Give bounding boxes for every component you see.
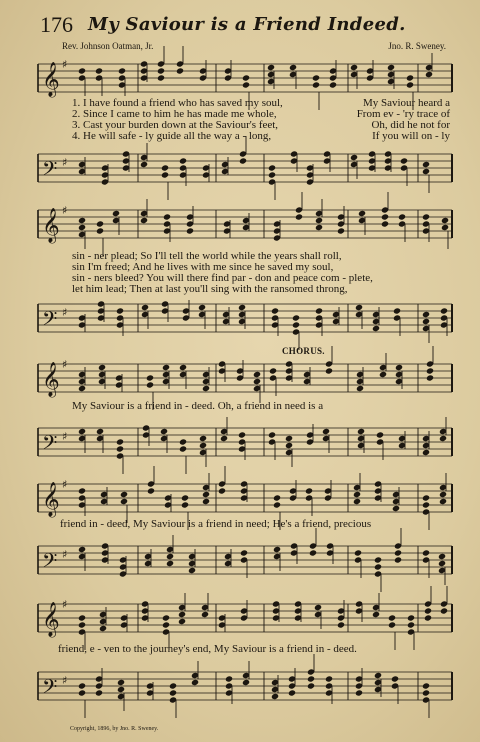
staff-treble: [38, 204, 454, 244]
note-head: [202, 491, 210, 498]
note-head: [355, 304, 363, 311]
note-head: [422, 213, 430, 220]
hymn-title: My Saviour is a Friend Indeed.: [88, 14, 406, 35]
note-head: [392, 505, 400, 512]
note-head: [353, 491, 361, 498]
note-head: [162, 614, 170, 621]
note-head: [253, 378, 261, 385]
note-head: [422, 549, 430, 556]
note-head: [337, 621, 345, 628]
note-head: [166, 560, 174, 567]
note-head: [116, 445, 124, 452]
staff-bass: [38, 148, 454, 188]
chorus-label: CHORUS.: [282, 346, 325, 356]
note-head: [422, 311, 430, 318]
note-head: [78, 546, 86, 553]
treble-clef-icon: 𝄞: [42, 602, 60, 637]
key-signature-sharp: ♯: [62, 598, 68, 611]
key-signature-sharp: ♯: [62, 548, 68, 561]
verse-line: 2. Since I came to him he has made me whole,: [72, 108, 277, 120]
note-head: [191, 679, 199, 686]
note-head: [422, 682, 430, 689]
note-head: [268, 164, 276, 171]
note-head: [98, 364, 106, 371]
lyricist-credit: Rev. Johnson Oatman, Jr.: [62, 41, 154, 51]
staff-lines: [38, 422, 454, 462]
note-head: [161, 164, 169, 171]
note-head: [374, 563, 382, 570]
key-signature-sharp: ♯: [62, 156, 68, 169]
note-head: [441, 224, 449, 231]
hymn-header: [40, 12, 460, 38]
chorus-line: friend, e - ven to the journey's end, My Saviour is a friend in - deed.: [58, 643, 357, 655]
verse-line-end: Oh, did he not for: [371, 119, 450, 131]
note-head: [398, 213, 406, 220]
note-head: [112, 210, 120, 217]
note-head: [163, 213, 171, 220]
note-head: [176, 67, 184, 74]
treble-clef-icon: 𝄞: [42, 62, 60, 97]
note-head: [157, 74, 165, 81]
bass-clef-icon: 𝄢: [42, 431, 58, 459]
note-head: [322, 428, 330, 435]
note-head: [179, 438, 187, 445]
note-head: [312, 81, 320, 88]
note-head: [238, 431, 246, 438]
note-head: [268, 171, 276, 178]
verse-line: 1. I have found a friend who has saved my soul,: [72, 97, 283, 109]
note-head: [78, 385, 86, 392]
note-head: [96, 220, 104, 227]
note-head: [218, 487, 226, 494]
note-head: [269, 367, 277, 374]
key-signature-sharp: ♯: [62, 306, 68, 319]
note-head: [374, 556, 382, 563]
note-head: [315, 217, 323, 224]
note-head: [438, 560, 446, 567]
note-head: [117, 686, 125, 693]
note-head: [166, 553, 174, 560]
note-head: [169, 689, 177, 696]
key-signature-sharp: ♯: [62, 204, 68, 217]
note-head: [273, 546, 281, 553]
note-head: [357, 428, 365, 435]
note-head: [198, 304, 206, 311]
verse-line: sin - ner plead; So I'll tell the world while the years shall roll,: [72, 250, 342, 262]
chorus-line: friend in - deed, My Saviour is a friend in need; He's a friend, precious: [60, 518, 372, 530]
note-head: [388, 614, 396, 621]
verse-line-end: If you will on - ly: [372, 130, 450, 142]
note-head: [292, 314, 300, 321]
staff-lines: [38, 298, 454, 338]
note-head: [422, 494, 430, 501]
note-head: [295, 213, 303, 220]
note-head: [391, 675, 399, 682]
note-head: [96, 227, 104, 234]
note-head: [78, 689, 86, 696]
note-head: [379, 371, 387, 378]
note-head: [201, 611, 209, 618]
note-head: [285, 435, 293, 442]
note-head: [78, 224, 86, 231]
note-head: [116, 438, 124, 445]
note-head: [424, 614, 432, 621]
note-head: [394, 556, 402, 563]
note-head: [162, 364, 170, 371]
treble-clef-icon: 𝄞: [42, 362, 60, 397]
note-head: [354, 549, 362, 556]
bass-clef-icon: 𝄢: [42, 675, 58, 703]
note-head: [388, 621, 396, 628]
note-head: [426, 374, 434, 381]
note-head: [329, 81, 337, 88]
note-head: [422, 501, 430, 508]
note-head: [372, 611, 380, 618]
note-head: [253, 371, 261, 378]
note-head: [118, 67, 126, 74]
note-head: [315, 307, 323, 314]
staff-lines: [38, 478, 454, 518]
hymn-number: 176: [40, 12, 73, 37]
note-head: [146, 374, 154, 381]
note-head: [140, 217, 148, 224]
note-head: [78, 428, 86, 435]
note-head: [307, 675, 315, 682]
bass-clef-icon: 𝄢: [42, 307, 58, 335]
note-head: [441, 217, 449, 224]
note-head: [99, 625, 107, 632]
note-head: [199, 435, 207, 442]
note-head: [157, 67, 165, 74]
staff-lines: [38, 666, 454, 706]
note-head: [78, 682, 86, 689]
verse-line: 3. Cast your burden down at the Saviour's feet,: [72, 119, 279, 131]
note-head: [95, 67, 103, 74]
note-head: [240, 549, 248, 556]
note-head: [376, 431, 384, 438]
note-head: [161, 171, 169, 178]
key-signature-sharp: ♯: [62, 358, 68, 371]
note-head: [78, 621, 86, 628]
note-head: [188, 567, 196, 574]
note-head: [242, 679, 250, 686]
note-head: [325, 675, 333, 682]
note-head: [199, 442, 207, 449]
staff-bass: [38, 540, 454, 580]
note-head: [273, 494, 281, 501]
note-head: [160, 428, 168, 435]
staff-lines: [38, 148, 454, 188]
staff-bass: [38, 298, 454, 338]
note-head: [120, 498, 128, 505]
note-head: [186, 227, 194, 234]
note-head: [358, 210, 366, 217]
note-head: [422, 449, 430, 456]
note-head: [439, 498, 447, 505]
note-head: [120, 491, 128, 498]
note-head: [438, 553, 446, 560]
note-head: [178, 611, 186, 618]
note-head: [312, 74, 320, 81]
note-head: [426, 367, 434, 374]
note-head: [238, 304, 246, 311]
note-head: [271, 693, 279, 700]
note-head: [202, 385, 210, 392]
staff-treble: [38, 598, 454, 638]
note-head: [78, 487, 86, 494]
verse-line: let him lead; Then at last you'll sing with the ransomed throng,: [72, 283, 348, 295]
note-head: [289, 64, 297, 71]
staff-treble: [38, 358, 454, 398]
note-head: [116, 307, 124, 314]
note-head: [406, 74, 414, 81]
note-head: [271, 307, 279, 314]
credits-line: [62, 41, 446, 53]
note-head: [242, 81, 250, 88]
note-head: [117, 679, 125, 686]
note-head: [393, 307, 401, 314]
note-head: [381, 220, 389, 227]
note-head: [422, 168, 430, 175]
note-head: [395, 364, 403, 371]
treble-clef-icon: 𝄞: [42, 208, 60, 243]
staff-lines: [38, 540, 454, 580]
note-head: [78, 614, 86, 621]
note-head: [178, 618, 186, 625]
staff-lines: [38, 598, 454, 638]
note-head: [439, 435, 447, 442]
note-head: [422, 689, 430, 696]
staff-bass: [38, 422, 454, 462]
chorus-line: My Saviour is a friend in - deed. Oh, a friend in need is a: [72, 400, 324, 412]
note-head: [309, 549, 317, 556]
note-head: [147, 487, 155, 494]
note-head: [387, 64, 395, 71]
note-head: [353, 498, 361, 505]
verse-line: 4. He will safe - ly guide all the way a - long,: [72, 130, 272, 142]
note-head: [400, 157, 408, 164]
note-head: [440, 607, 448, 614]
note-head: [162, 621, 170, 628]
note-head: [146, 381, 154, 388]
copyright-notice: Copyright, 1896, by Jno. R. Sweney.: [70, 726, 159, 732]
note-head: [288, 689, 296, 696]
note-head: [239, 157, 247, 164]
note-head: [179, 445, 187, 452]
note-head: [179, 157, 187, 164]
note-head: [406, 81, 414, 88]
treble-clef-icon: 𝄞: [42, 482, 60, 517]
verse-line-end: From ev - 'ry trace of: [356, 108, 450, 120]
bass-clef-icon: 𝄢: [42, 549, 58, 577]
note-head: [374, 672, 382, 679]
key-signature-sharp: ♯: [62, 430, 68, 443]
note-head: [394, 549, 402, 556]
note-head: [337, 227, 345, 234]
note-head: [439, 491, 447, 498]
note-head: [292, 321, 300, 328]
note-head: [202, 498, 210, 505]
staff-lines: [38, 204, 454, 244]
staff-treble: [38, 58, 454, 98]
note-head: [422, 161, 430, 168]
note-head: [355, 689, 363, 696]
note-head: [78, 67, 86, 74]
verse-line: sin I'm freed; And he lives with me since he saved my soul,: [72, 261, 334, 273]
staff-lines: [38, 358, 454, 398]
note-head: [95, 689, 103, 696]
note-head: [169, 682, 177, 689]
note-head: [425, 71, 433, 78]
note-head: [315, 224, 323, 231]
note-head: [225, 675, 233, 682]
verse-line: sin - ners bleed? You will there find par - don and peace com - plete,: [72, 272, 373, 284]
note-head: [325, 367, 333, 374]
bass-clef-icon: 𝄢: [42, 157, 58, 185]
note-head: [305, 487, 313, 494]
staff-lines: [38, 58, 454, 98]
note-head: [424, 607, 432, 614]
verse-line-end: My Saviour heard a: [362, 97, 450, 109]
note-head: [242, 74, 250, 81]
note-head: [181, 501, 189, 508]
note-head: [407, 621, 415, 628]
note-head: [350, 154, 358, 161]
key-signature-sharp: ♯: [62, 58, 68, 71]
note-head: [273, 501, 281, 508]
note-head: [356, 385, 364, 392]
note-head: [422, 318, 430, 325]
composer-credit: Jno. R. Sweney.: [388, 41, 446, 51]
note-head: [179, 364, 187, 371]
note-head: [78, 217, 86, 224]
note-head: [267, 64, 275, 71]
note-head: [268, 431, 276, 438]
staff-bass: [38, 666, 454, 706]
note-head: [407, 614, 415, 621]
note-head: [381, 213, 389, 220]
note-head: [307, 682, 315, 689]
note-head: [140, 161, 148, 168]
note-head: [141, 304, 149, 311]
note-head: [220, 435, 228, 442]
note-head: [314, 604, 322, 611]
staff-treble: [38, 478, 454, 518]
key-signature-sharp: ♯: [62, 674, 68, 687]
note-head: [181, 494, 189, 501]
key-signature-sharp: ♯: [62, 478, 68, 491]
note-head: [350, 64, 358, 71]
note-head: [440, 307, 448, 314]
note-head: [372, 325, 380, 332]
note-head: [285, 442, 293, 449]
note-head: [96, 428, 104, 435]
